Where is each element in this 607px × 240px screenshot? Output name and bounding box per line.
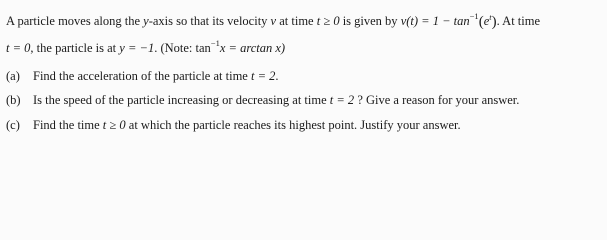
open-paren: (: [478, 14, 484, 30]
question-b: [6, 94, 519, 107]
intro-text: , the particle is at: [30, 41, 120, 55]
question-label: (a): [6, 69, 20, 83]
intro-text: is given by: [339, 14, 401, 28]
question-math: t = 2: [250, 69, 276, 83]
question-text: at which the particle reaches its highest point. Justify your answer.: [125, 118, 461, 132]
note-arctan: x = arctan x): [219, 41, 286, 55]
initial-time: t = 0: [6, 41, 31, 55]
question-label: (b): [6, 93, 21, 107]
question-text: Find the acceleration of the particle at time: [33, 69, 251, 83]
time-condition: t ≥ 0: [316, 14, 340, 28]
velocity-function: v(t) = 1 − tan: [400, 14, 470, 28]
initial-position: y = −1: [119, 41, 155, 55]
question-text: .: [275, 69, 279, 83]
question-math: t = 2: [329, 93, 355, 107]
problem-intro-line-2: [6, 39, 285, 55]
variable-v: v: [270, 14, 277, 28]
exp-base: e: [483, 14, 490, 28]
close-paren: ): [491, 14, 497, 30]
question-math: t ≥ 0: [102, 118, 126, 132]
variable-y: y: [143, 14, 149, 28]
intro-text: at time: [276, 14, 317, 28]
inverse-exponent: −1: [469, 11, 479, 21]
note-text: . (Note: tan: [154, 41, 211, 55]
inverse-exponent: −1: [210, 38, 220, 48]
question-text: Find the time: [33, 118, 103, 132]
intro-text: A particle moves along the: [6, 14, 144, 28]
exp-power: t: [489, 12, 492, 22]
question-c: [6, 119, 461, 132]
question-label: (c): [6, 118, 20, 132]
question-a: [6, 70, 279, 83]
question-text: ? Give a reason for your answer.: [354, 93, 520, 107]
question-text: Is the speed of the particle increasing or decreasing at time: [33, 93, 330, 107]
intro-text: . At time: [496, 14, 541, 28]
problem-intro-line-1: [6, 12, 540, 30]
intro-text: -axis so that its velocity: [148, 14, 271, 28]
